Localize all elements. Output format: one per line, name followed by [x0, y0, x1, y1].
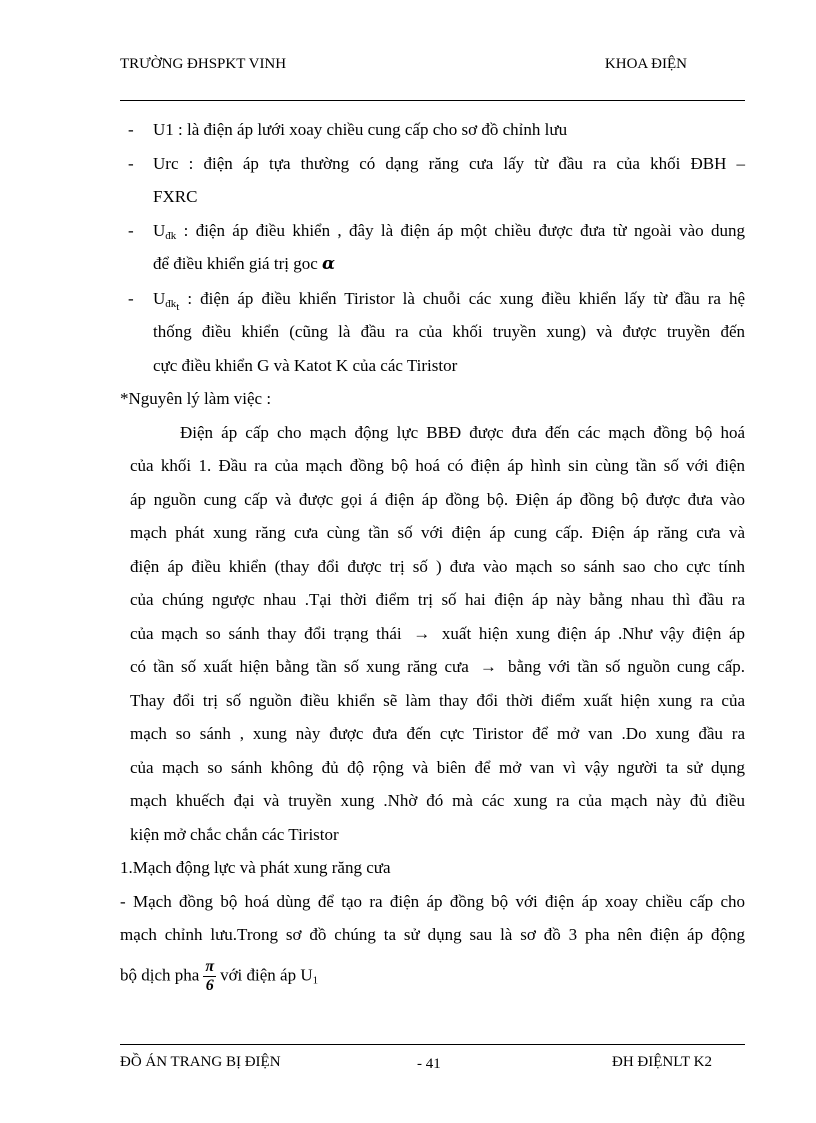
item-line: FXRC — [153, 187, 198, 206]
paragraph-line: Điện áp cấp cho mạch động lực BBĐ được đưa đến các mạch đồng bộ hoá — [180, 422, 745, 442]
list-item — [120, 214, 745, 282]
paragraph-line: mạch khuếch đại và truyền xung .Nhờ đó mà các xung ra của mạch này đủ điều — [130, 791, 745, 810]
header-school: TRƯỜNG ĐHSPKT VINH — [120, 56, 287, 72]
list-item — [120, 113, 745, 147]
footer-project: ĐỒ ÁN TRANG BỊ ĐIỆN — [120, 1054, 281, 1070]
paragraph-line: mạch so sánh , xung này được đưa đến cực Tiristor để mở van .Do xung đầu ra — [130, 724, 745, 743]
section-paragraph — [120, 885, 745, 995]
list-item — [120, 147, 745, 214]
paragraph-line: Thay đổi trị số nguồn điều khiển sẽ làm thay đổi thời điểm xuất hiện xung ra của — [130, 690, 745, 710]
paragraph-line: của khối 1. Đầu ra của mạch đồng bộ hoá có điện áp hình sin cùng tần số với điện — [130, 456, 745, 475]
item-line: để điều khiển giá trị goc α — [153, 254, 336, 274]
section-title: 1.Mạch động lực và phát xung răng cưa — [120, 858, 391, 877]
symbol-u-dk: $U_{đk}$ — [153, 220, 177, 242]
item-line: $U_{đk_t}$ : điện áp điều khiển Tiristor là chuỗi các xung điều khiển lấy từ đầu ra hệ — [153, 288, 745, 313]
bullet-dash: - — [128, 120, 134, 139]
footer-rule — [120, 1044, 745, 1045]
footer-class: ĐH ĐIỆNLT K2 — [612, 1054, 712, 1070]
arrow-right-icon: → — [479, 657, 497, 676]
paragraph-line: có tần số xuất hiện bằng tần số xung răng cưa → bằng với tần số nguồn cung cấp. — [130, 657, 746, 676]
item-line: thống điều khiển (cũng là đầu ra của khối truyền xung) và được truyền đến — [153, 322, 745, 341]
paragraph-line: mạch chỉnh lưu.Trong sơ đồ chúng ta sử dụng sau là sơ đồ 3 pha nên điện áp động — [120, 925, 745, 944]
arrow-right-icon: → — [413, 623, 431, 643]
paragraph-line: áp nguồn cung cấp và được gọi á điện áp đồng bộ. Điện áp đồng bộ được đưa vào — [130, 489, 745, 509]
bullet-dash: - — [128, 220, 134, 240]
paragraph-line: mạch phát xung răng cưa cùng tần số với điện áp cung cấp. Điện áp răng cưa và — [130, 523, 745, 542]
item-line: $U_{đk}$ : điện áp điều khiển , đây là điện áp một chiều được đưa từ ngoài vào dung — [153, 220, 745, 242]
principle-paragraph — [120, 416, 745, 852]
header-rule — [120, 100, 745, 101]
item-text: U1 : là điện áp lưới xoay chiều cung cấp cho sơ đồ chỉnh lưu — [153, 120, 568, 139]
page-body — [120, 113, 745, 995]
paragraph-line: của mạch so sánh thay đổi trạng thái → xuất hiện xung điện áp .Như vậy điện áp — [130, 623, 746, 643]
page-number: - 41 — [417, 1056, 441, 1072]
principle-heading: *Nguyên lý làm việc : — [120, 389, 272, 408]
item-line: Urc : điện áp tựa thường có dạng răng cưa lấy từ đầu ra của khối ĐBH – — [153, 153, 745, 173]
alpha-symbol: α — [322, 254, 336, 274]
bullet-dash: - — [128, 153, 134, 173]
header-department: KHOA ĐIỆN — [604, 56, 687, 72]
paragraph-line: - Mạch đồng bộ hoá dùng để tạo ra điện áp đồng bộ với điện áp xoay chiều cấp cho — [120, 891, 745, 911]
bullet-dash: - — [128, 288, 134, 308]
paragraph-line: của mạch so sánh không đủ độ rộng và biên để mở van vì vậy người ta sử dụng — [130, 757, 745, 777]
paragraph-line: điện áp điều khiển (thay đổi được trị số ) đưa vào mạch so sánh sao cho cực tính — [130, 556, 745, 576]
pi-over-six-fraction: $\frac{\pi}{6}$ — [205, 957, 215, 994]
paragraph-line: của chúng ngược nhau .Tại thời điểm trị số hai điện áp này bằng nhau thì đầu ra — [130, 590, 745, 609]
symbol-u-dkt: $U_{đk_t}$ — [153, 288, 180, 313]
paragraph-line: bộ dịch pha $\frac{\pi}{6}$ với điện áp $U_1$ — [120, 957, 319, 994]
page-header — [120, 56, 745, 80]
paragraph-line: kiện mở chắc chắn các Tiristor — [130, 824, 339, 844]
page-footer — [120, 1054, 745, 1078]
list-item — [120, 282, 745, 383]
item-line: cực điều khiển G và Katot K của các Tiristor — [153, 355, 458, 375]
